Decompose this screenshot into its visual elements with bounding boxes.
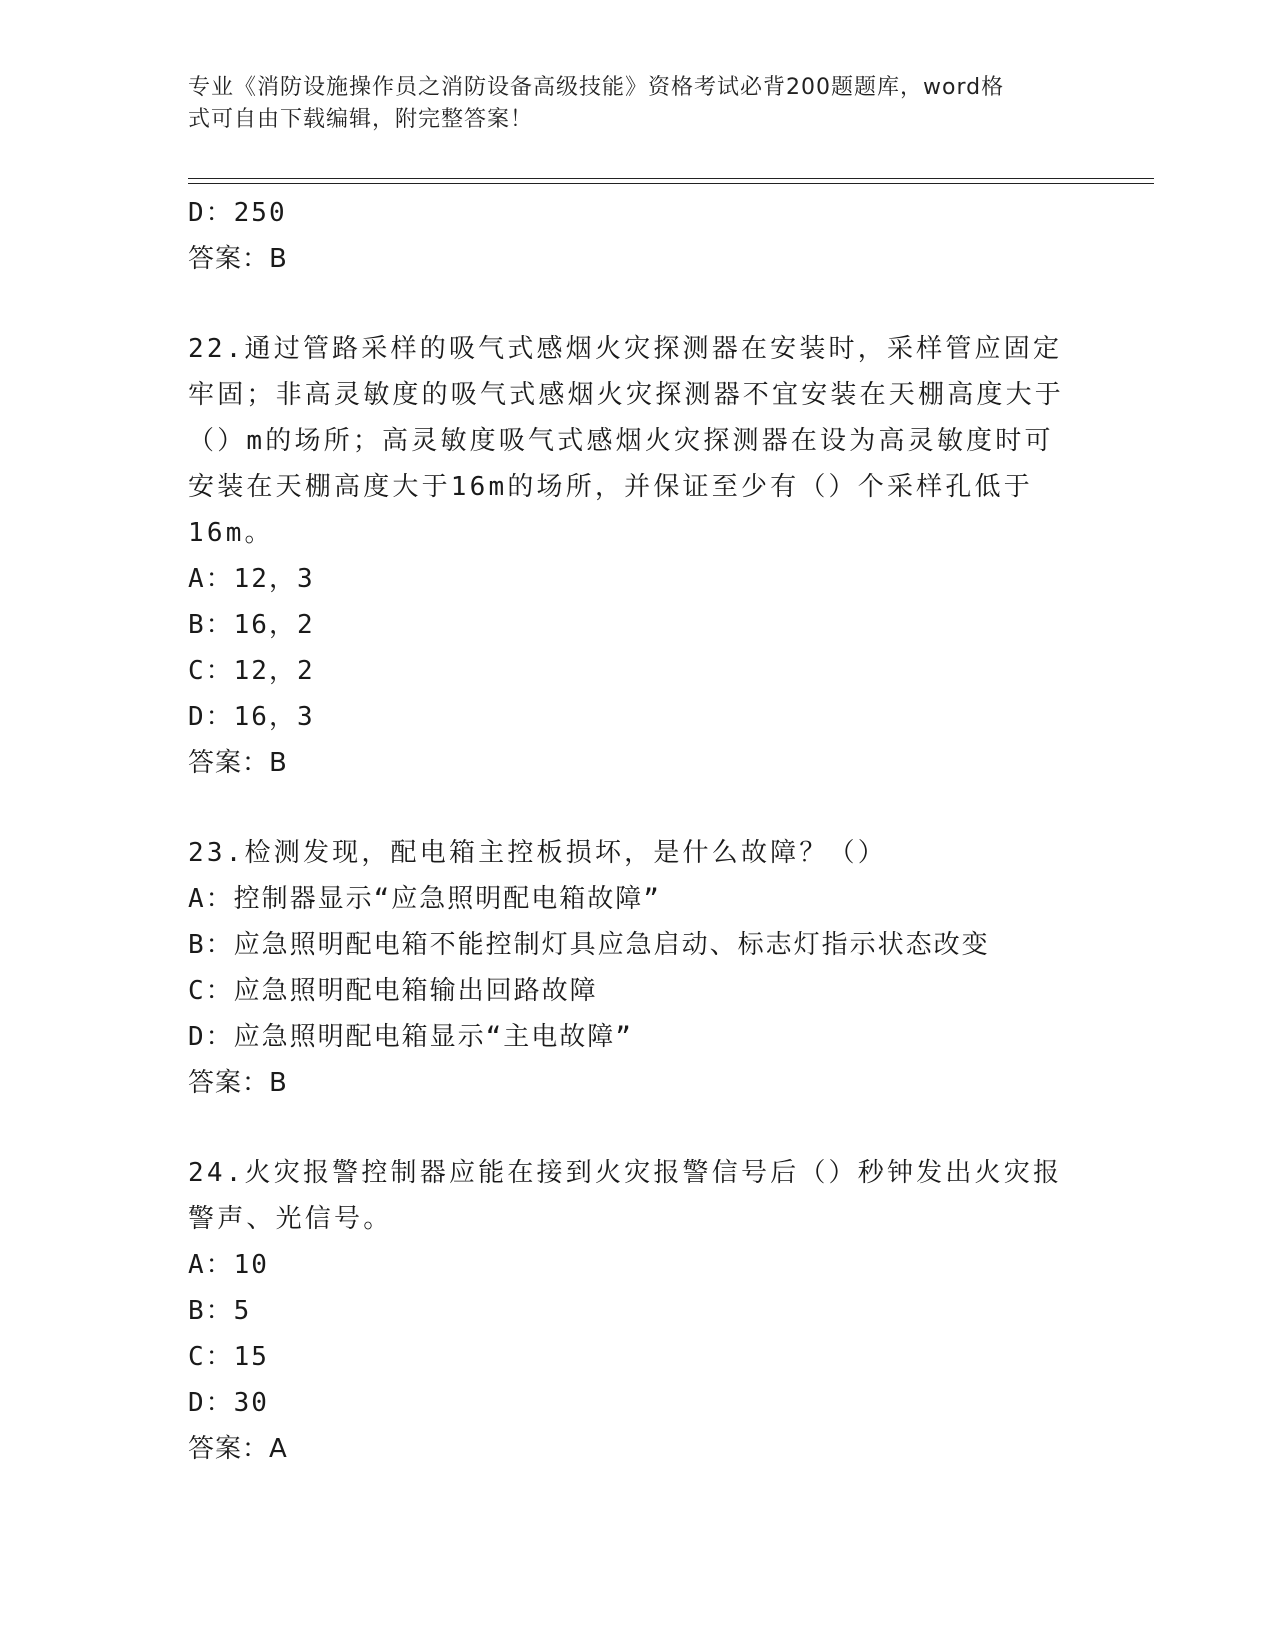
option-d: D：16，3: [188, 702, 315, 732]
option-b: B：应急照明配电箱不能控制灯具应急启动、标志灯指示状态改变: [188, 930, 990, 960]
header-rule-top: [188, 178, 1154, 179]
question-24: [188, 1150, 1088, 1472]
option-c: C：12，2: [188, 656, 315, 686]
question-22: [188, 326, 1088, 786]
option-a: A：12，3: [188, 564, 315, 594]
option-d: D：应急照明配电箱显示“主电故障”: [188, 1022, 633, 1052]
previous-question-tail: [188, 190, 1088, 282]
header-title-line-2: 式可自由下载编辑，附完整答案！: [188, 107, 534, 132]
question-stem: 23.检测发现，配电箱主控板损坏，是什么故障？（）: [188, 838, 887, 868]
option-d: D：250: [188, 198, 287, 228]
answer-line: 答案：B: [188, 748, 288, 778]
answer-line: 答案：A: [188, 1434, 288, 1464]
option-a: A：控制器显示“应急照明配电箱故障”: [188, 884, 661, 914]
option-a: A：10: [188, 1250, 269, 1280]
question-stem: 22.通过管路采样的吸气式感烟火灾探测器在安装时，采样管应固定牢固；非高灵敏度的吸气式感烟火灾探测器不宜安装在天棚高度大于（）m的场所；高灵敏度吸气式感烟火灾探测器在设为高灵敏度时可安装在天棚高度大于16m的场所，并保证至少有（）个采样孔低于16m。: [188, 334, 1065, 548]
question-stem: 24.火灾报警控制器应能在接到火灾报警信号后（）秒钟发出火灾报警声、光信号。: [188, 1158, 1063, 1234]
question-content: [188, 190, 1088, 1472]
option-c: C：15: [188, 1342, 269, 1372]
answer-line: 答案：B: [188, 1068, 288, 1098]
header-title-line-1: 专业《消防设施操作员之消防设备高级技能》资格考试必背200题题库，word格: [188, 75, 1005, 100]
document-header: [188, 72, 1068, 136]
option-c: C：应急照明配电箱输出回路故障: [188, 976, 598, 1006]
option-b: B：5: [188, 1296, 252, 1326]
header-rule-bottom: [188, 183, 1154, 184]
question-23: [188, 830, 1088, 1106]
answer-line: 答案：B: [188, 244, 288, 274]
option-d: D：30: [188, 1388, 269, 1418]
option-b: B：16，2: [188, 610, 315, 640]
